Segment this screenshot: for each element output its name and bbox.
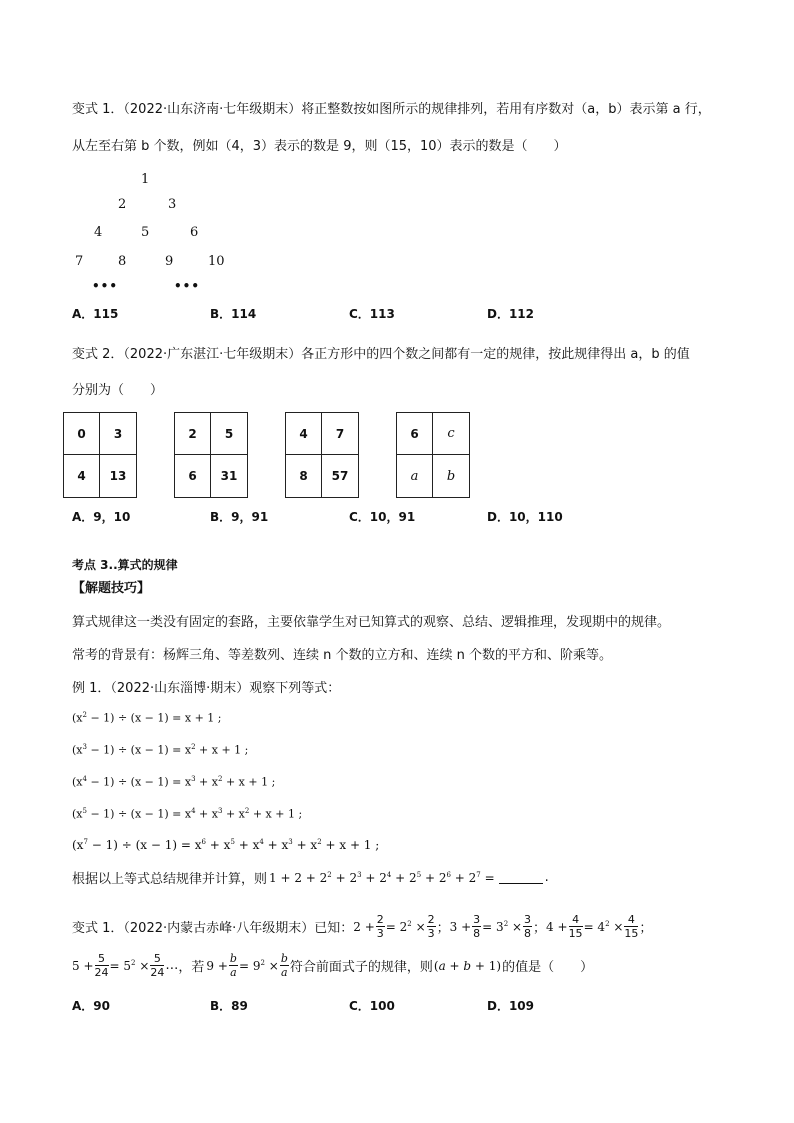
square-cell: 6	[175, 455, 211, 497]
option-a: A．90	[72, 999, 110, 1013]
v3-question-line1: 变式 1．（2022·内蒙古赤峰·八年级期末）已知： 2 + $\frac{2}{3}$ = $2^2$ × $\frac{2}{3}$ ； 3 + $\frac{3}{8}$ = $3^2$ × $\frac{3}{8}$ ； 4 + $\frac{4}{15}$ = $4^2$ × $\frac{4}{15}$ ；	[72, 913, 653, 940]
option-d: D．10，110	[487, 510, 563, 524]
square-cell: 4	[286, 413, 322, 455]
number-square	[396, 412, 470, 498]
option-d: D．112	[487, 307, 535, 321]
square-cell: 8	[286, 455, 322, 497]
v3-mid-text: ，若	[178, 960, 205, 975]
square-cell: 4	[64, 455, 100, 497]
ellipsis-dots: •••	[92, 279, 119, 293]
fraction: $\frac{2}{3}$	[376, 913, 384, 940]
triangle-number: 3	[168, 197, 177, 212]
square-cell: 57	[331, 469, 349, 483]
number-square	[174, 412, 248, 498]
option-b: B．9，91	[210, 510, 269, 524]
option-c: C．100	[349, 999, 395, 1013]
v2-question-line2: 分别为（ ）	[72, 383, 164, 398]
summary-text: 根据以上等式总结规律并计算，则	[72, 872, 268, 887]
power-sum-expression: $1 + 2 + 2^2 + 2^3 + 2^4 + 2^5 + 2^6 + 2^7$ =	[269, 870, 495, 885]
v3-lead-text: 变式 1．（2022·内蒙古赤峰·八年级期末）已知：	[72, 921, 354, 936]
option-c: C．10，91	[349, 510, 416, 524]
number-square	[285, 412, 359, 498]
option-a: A．115	[72, 307, 119, 321]
equation: $(x^5 - 1) \div (x - 1) = x^4 + x^3 + x^2 + x + 1$ ;	[72, 807, 303, 821]
summary-question: 根据以上等式总结规律并计算，则 $1 + 2 + 2^2 + 2^3 + 2^4 + 2^5 + 2^6 + 2^7$ = .	[72, 870, 549, 887]
option-d: D．109	[487, 999, 535, 1013]
section-title: 考点 3..算式的规律	[72, 558, 178, 572]
equation: $(x^3 - 1) \div (x - 1) = x^2 + x + 1$ ;	[72, 743, 249, 757]
square-cell: 7	[322, 413, 358, 455]
v3-tail2-text: 的值是（ ）	[502, 960, 594, 975]
fraction: $\frac{b}{a}$	[229, 952, 237, 979]
square-cell: c	[433, 413, 469, 455]
fraction: $\frac{b}{a}$	[280, 952, 288, 979]
tips-paragraph: 常考的背景有：杨辉三角、等差数列、连续 n 个数的立方和、连续 n 个数的平方和、阶乘等。	[72, 648, 613, 663]
option-b: B．114	[210, 307, 257, 321]
option-c: C．113	[349, 307, 395, 321]
square-cell: 5	[211, 413, 247, 455]
ellipsis-dots: •••	[174, 279, 201, 293]
fraction: $\frac{3}{8}$	[524, 913, 532, 940]
square-cell: 13	[109, 469, 127, 483]
example-heading: 例 1．（2022·山东淄博·期末）观察下列等式：	[72, 681, 341, 696]
triangle-number: 2	[118, 197, 127, 212]
fraction: $\frac{5}{24}$	[150, 952, 165, 979]
triangle-number: 7	[75, 254, 84, 269]
v3-tail-text: 符合前面式子的规律，则	[289, 960, 433, 975]
triangle-number: 9	[165, 254, 174, 269]
equation: $(x^4 - 1) \div (x - 1) = x^3 + x^2 + x + 1$ ;	[72, 775, 276, 789]
option-a: A．9，10	[72, 510, 131, 524]
equation: $(x^2 - 1) \div (x - 1) = x + 1$ ;	[72, 711, 222, 725]
option-b: B．89	[210, 999, 248, 1013]
square-cell: a	[397, 455, 433, 497]
fraction: $\frac{5}{24}$	[94, 952, 109, 979]
square-cell: 6	[397, 413, 433, 455]
square-cell: 2	[175, 413, 211, 455]
answer-blank	[499, 871, 543, 884]
square-cell: b	[446, 468, 456, 484]
fraction: $\frac{2}{3}$	[427, 913, 435, 940]
tips-paragraph: 算式规律这一类没有固定的套路，主要依靠学生对已知算式的观察、总结、逻辑推理，发现期中的规律。	[72, 615, 671, 630]
v1-question-line2: 从左至右第 b 个数，例如（4，3）表示的数是 9，则（15，10）表示的数是（ ）	[72, 139, 567, 154]
fraction: $\frac{4}{15}$	[624, 913, 639, 940]
triangle-number: 5	[141, 225, 150, 240]
square-cell: 31	[220, 469, 238, 483]
v2-question-line1: 变式 2．（2022·广东湛江·七年级期末）各正方形中的四个数之间都有一定的规律，按此规律得出 a，b 的值	[72, 347, 690, 362]
v1-question-line1: 变式 1．（2022·山东济南·七年级期末）将正整数按如图所示的规律排列，若用有序数对（a，b）表示第 a 行，	[72, 102, 711, 117]
equation: $(x^7 - 1) \div (x - 1) = x^6 + x^5 + x^4 + x^3 + x^2 + x + 1$ ;	[72, 838, 380, 852]
number-square	[63, 412, 137, 498]
fraction: $\frac{3}{8}$	[473, 913, 481, 940]
triangle-number: 8	[118, 254, 127, 269]
triangle-number: 6	[190, 225, 199, 240]
fraction: $\frac{4}{15}$	[568, 913, 583, 940]
square-cell: 0	[64, 413, 100, 455]
tips-heading: 【解题技巧】	[72, 581, 151, 596]
v3-question-line2: 5 + $\frac{5}{24}$ = $5^2$ × $\frac{5}{24}$ … ，若 9 + $\frac{b}{a}$ = $9^2$ × $\frac{b}{a}$ 符合前面式子的规律，则 (a + b + 1) 的值是（ ）	[72, 952, 594, 979]
triangle-number: 4	[94, 225, 103, 240]
square-cell: 3	[100, 413, 136, 455]
triangle-number: 1	[141, 172, 150, 187]
triangle-number: 10	[208, 254, 225, 269]
